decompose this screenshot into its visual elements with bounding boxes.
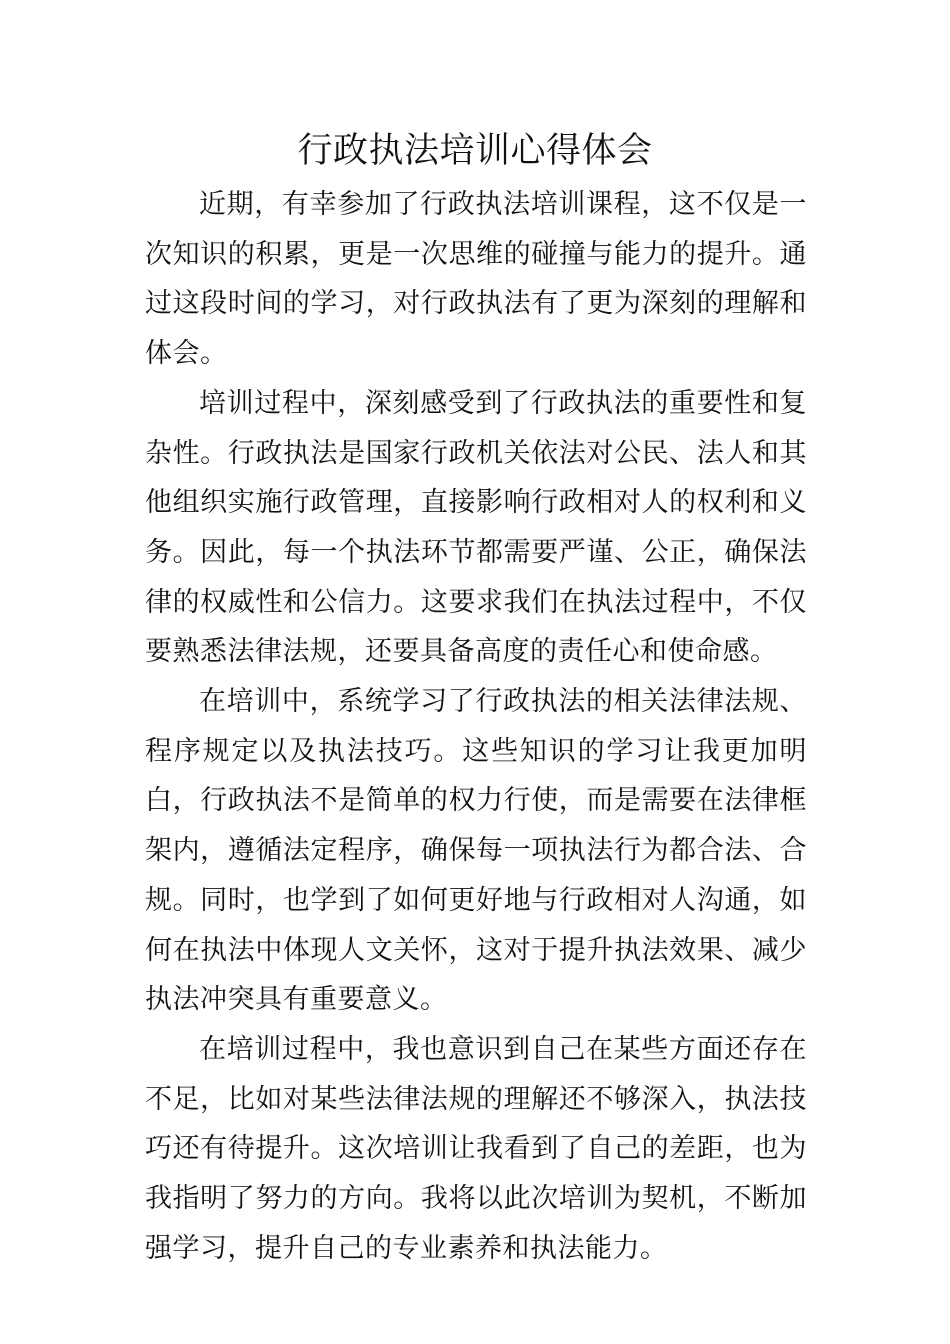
paragraph-1: 近期，有幸参加了行政执法培训课程，这不仅是一次知识的积累，更是一次思维的碰撞与能力的提升。通过这段时间的学习，对行政执法有了更为深刻的理解和体会。 xyxy=(145,189,807,370)
document-title: 行政执法培训心得体会 xyxy=(297,131,653,171)
paragraph-4: 在培训过程中，我也意识到自己在某些方面还存在不足，比如对某些法律法规的理解还不够深入，执法技巧还有待提升。这次培训让我看到了自己的差距，也为我指明了努力的方向。我将以此次培训为契机，不断加强学习，提升自己的专业素养和执法能力。 xyxy=(145,1033,807,1264)
paragraph-2: 培训过程中，深刻感受到了行政执法的重要性和复杂性。行政执法是国家行政机关依法对公民、法人和其他组织实施行政管理，直接影响行政相对人的权利和义务。因此，每一个执法环节都需要严谨、公正，确保法律的权威性和公信力。这要求我们在执法过程中，不仅要熟悉法律法规，还要具备高度的责任心和使命感。 xyxy=(145,387,807,668)
document-body xyxy=(145,180,807,1273)
paragraph-3: 在培训中，系统学习了行政执法的相关法律法规、程序规定以及执法技巧。这些知识的学习让我更加明白，行政执法不是简单的权力行使，而是需要在法律框架内，遵循法定程序，确保每一项执法行为都合法、合规。同时，也学到了如何更好地与行政相对人沟通，如何在执法中体现人文关怀，这对于提升执法效果、减少执法冲突具有重要意义。 xyxy=(145,686,807,1016)
